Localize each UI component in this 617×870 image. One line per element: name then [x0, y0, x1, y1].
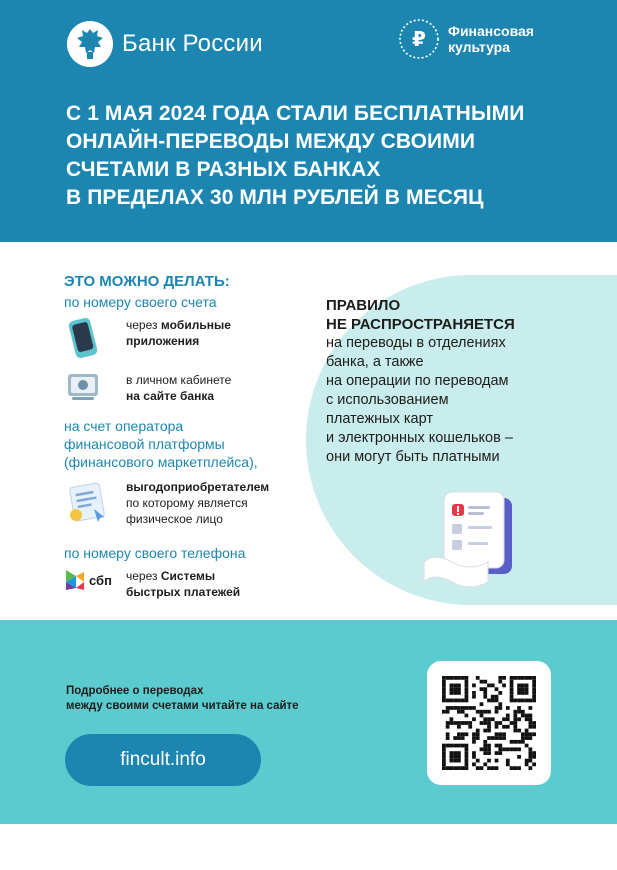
rule-title-line2: НЕ РАСПРОСТРАНЯЕТСЯ	[326, 316, 515, 333]
bank-website-icon	[64, 372, 102, 402]
method-sbp	[64, 568, 304, 600]
footer-note-line: между своими счетами читайте на сайте	[66, 700, 299, 712]
method-bank-website	[64, 372, 304, 407]
fincult-name	[448, 23, 558, 55]
qr-code-icon	[442, 676, 536, 770]
method-marketplace	[64, 479, 304, 530]
rule-line: банка, а также	[326, 354, 424, 370]
mobile-pre: через	[126, 318, 161, 332]
document-marketplace-icon	[64, 479, 110, 525]
rule-exceptions	[326, 296, 586, 467]
ruble-circle-icon	[398, 18, 440, 60]
cabinet-bold: на сайте банка	[126, 389, 215, 403]
operator-line: финансовой платформы	[64, 436, 225, 452]
fincult-name-line2: культура	[448, 39, 511, 55]
sbp-pre: через	[126, 569, 161, 583]
bank-of-russia-logo	[66, 20, 263, 68]
sbp-logo-icon	[64, 568, 86, 592]
cabinet-pre: в личном кабинете	[126, 373, 232, 387]
footer-note-line: Подробнее о переводах	[66, 685, 204, 697]
sbp-label: сбп	[89, 572, 112, 588]
fincult-logo	[398, 18, 558, 60]
rule-line: на переводы в отделениях	[326, 335, 506, 351]
rule-line: на операции по переводам	[326, 373, 509, 389]
operator-line: (финансового маркетплейса),	[64, 454, 258, 470]
beneficiary-line: физическое лицо	[126, 512, 223, 526]
eagle-emblem-icon	[66, 20, 114, 68]
rule-line: платежных карт	[326, 411, 433, 427]
svg-text:₽: ₽	[412, 27, 426, 51]
beneficiary-line: по которому является	[126, 496, 248, 510]
headline-line: С 1 МАЯ 2024 ГОДА СТАЛИ БЕСПЛАТНЫМИ	[66, 102, 525, 125]
document-warning-icon	[414, 484, 524, 594]
allowed-methods	[64, 272, 304, 600]
smartphone-icon	[64, 317, 104, 359]
headline-line: ОНЛАЙН-ПЕРЕВОДЫ МЕЖДУ СВОИМИ	[66, 130, 476, 153]
headline	[66, 100, 596, 212]
rule-text	[326, 334, 586, 467]
qr-code[interactable]	[427, 661, 551, 785]
bank-name: Банк России	[122, 30, 263, 57]
rule-title	[326, 296, 586, 334]
operator-line: на счет оператора	[64, 418, 184, 434]
rule-line: они могут быть платными	[326, 449, 500, 465]
rule-line: с использованием	[326, 392, 449, 408]
beneficiary-bold: выгодоприобретателем	[126, 480, 270, 494]
rule-title-line1: ПРАВИЛО	[326, 297, 401, 314]
method-mobile-app	[64, 317, 304, 364]
rule-line: и электронных кошельков –	[326, 430, 513, 446]
sbp-bold: Системы	[160, 569, 216, 583]
by-account-label: по номеру своего счета	[64, 294, 217, 310]
by-phone-label: по номеру своего телефона	[64, 545, 246, 561]
operator-label	[64, 417, 304, 471]
headline-line: В ПРЕДЕЛАХ 30 МЛН РУБЛЕЙ В МЕСЯЦ	[66, 186, 484, 209]
headline-line: СЧЕТАМИ В РАЗНЫХ БАНКАХ	[66, 158, 381, 181]
fincult-name-line1: Финансовая	[448, 23, 534, 39]
site-link-button[interactable]: fincult.info	[65, 734, 261, 786]
mobile-bold2: приложения	[126, 334, 200, 348]
mobile-bold: мобильные	[160, 318, 231, 332]
sbp-bold2: быстрых платежей	[126, 585, 241, 599]
footer-note	[66, 684, 299, 714]
header-banner	[0, 0, 617, 242]
allowed-title: ЭТО МОЖНО ДЕЛАТЬ:	[64, 273, 230, 290]
